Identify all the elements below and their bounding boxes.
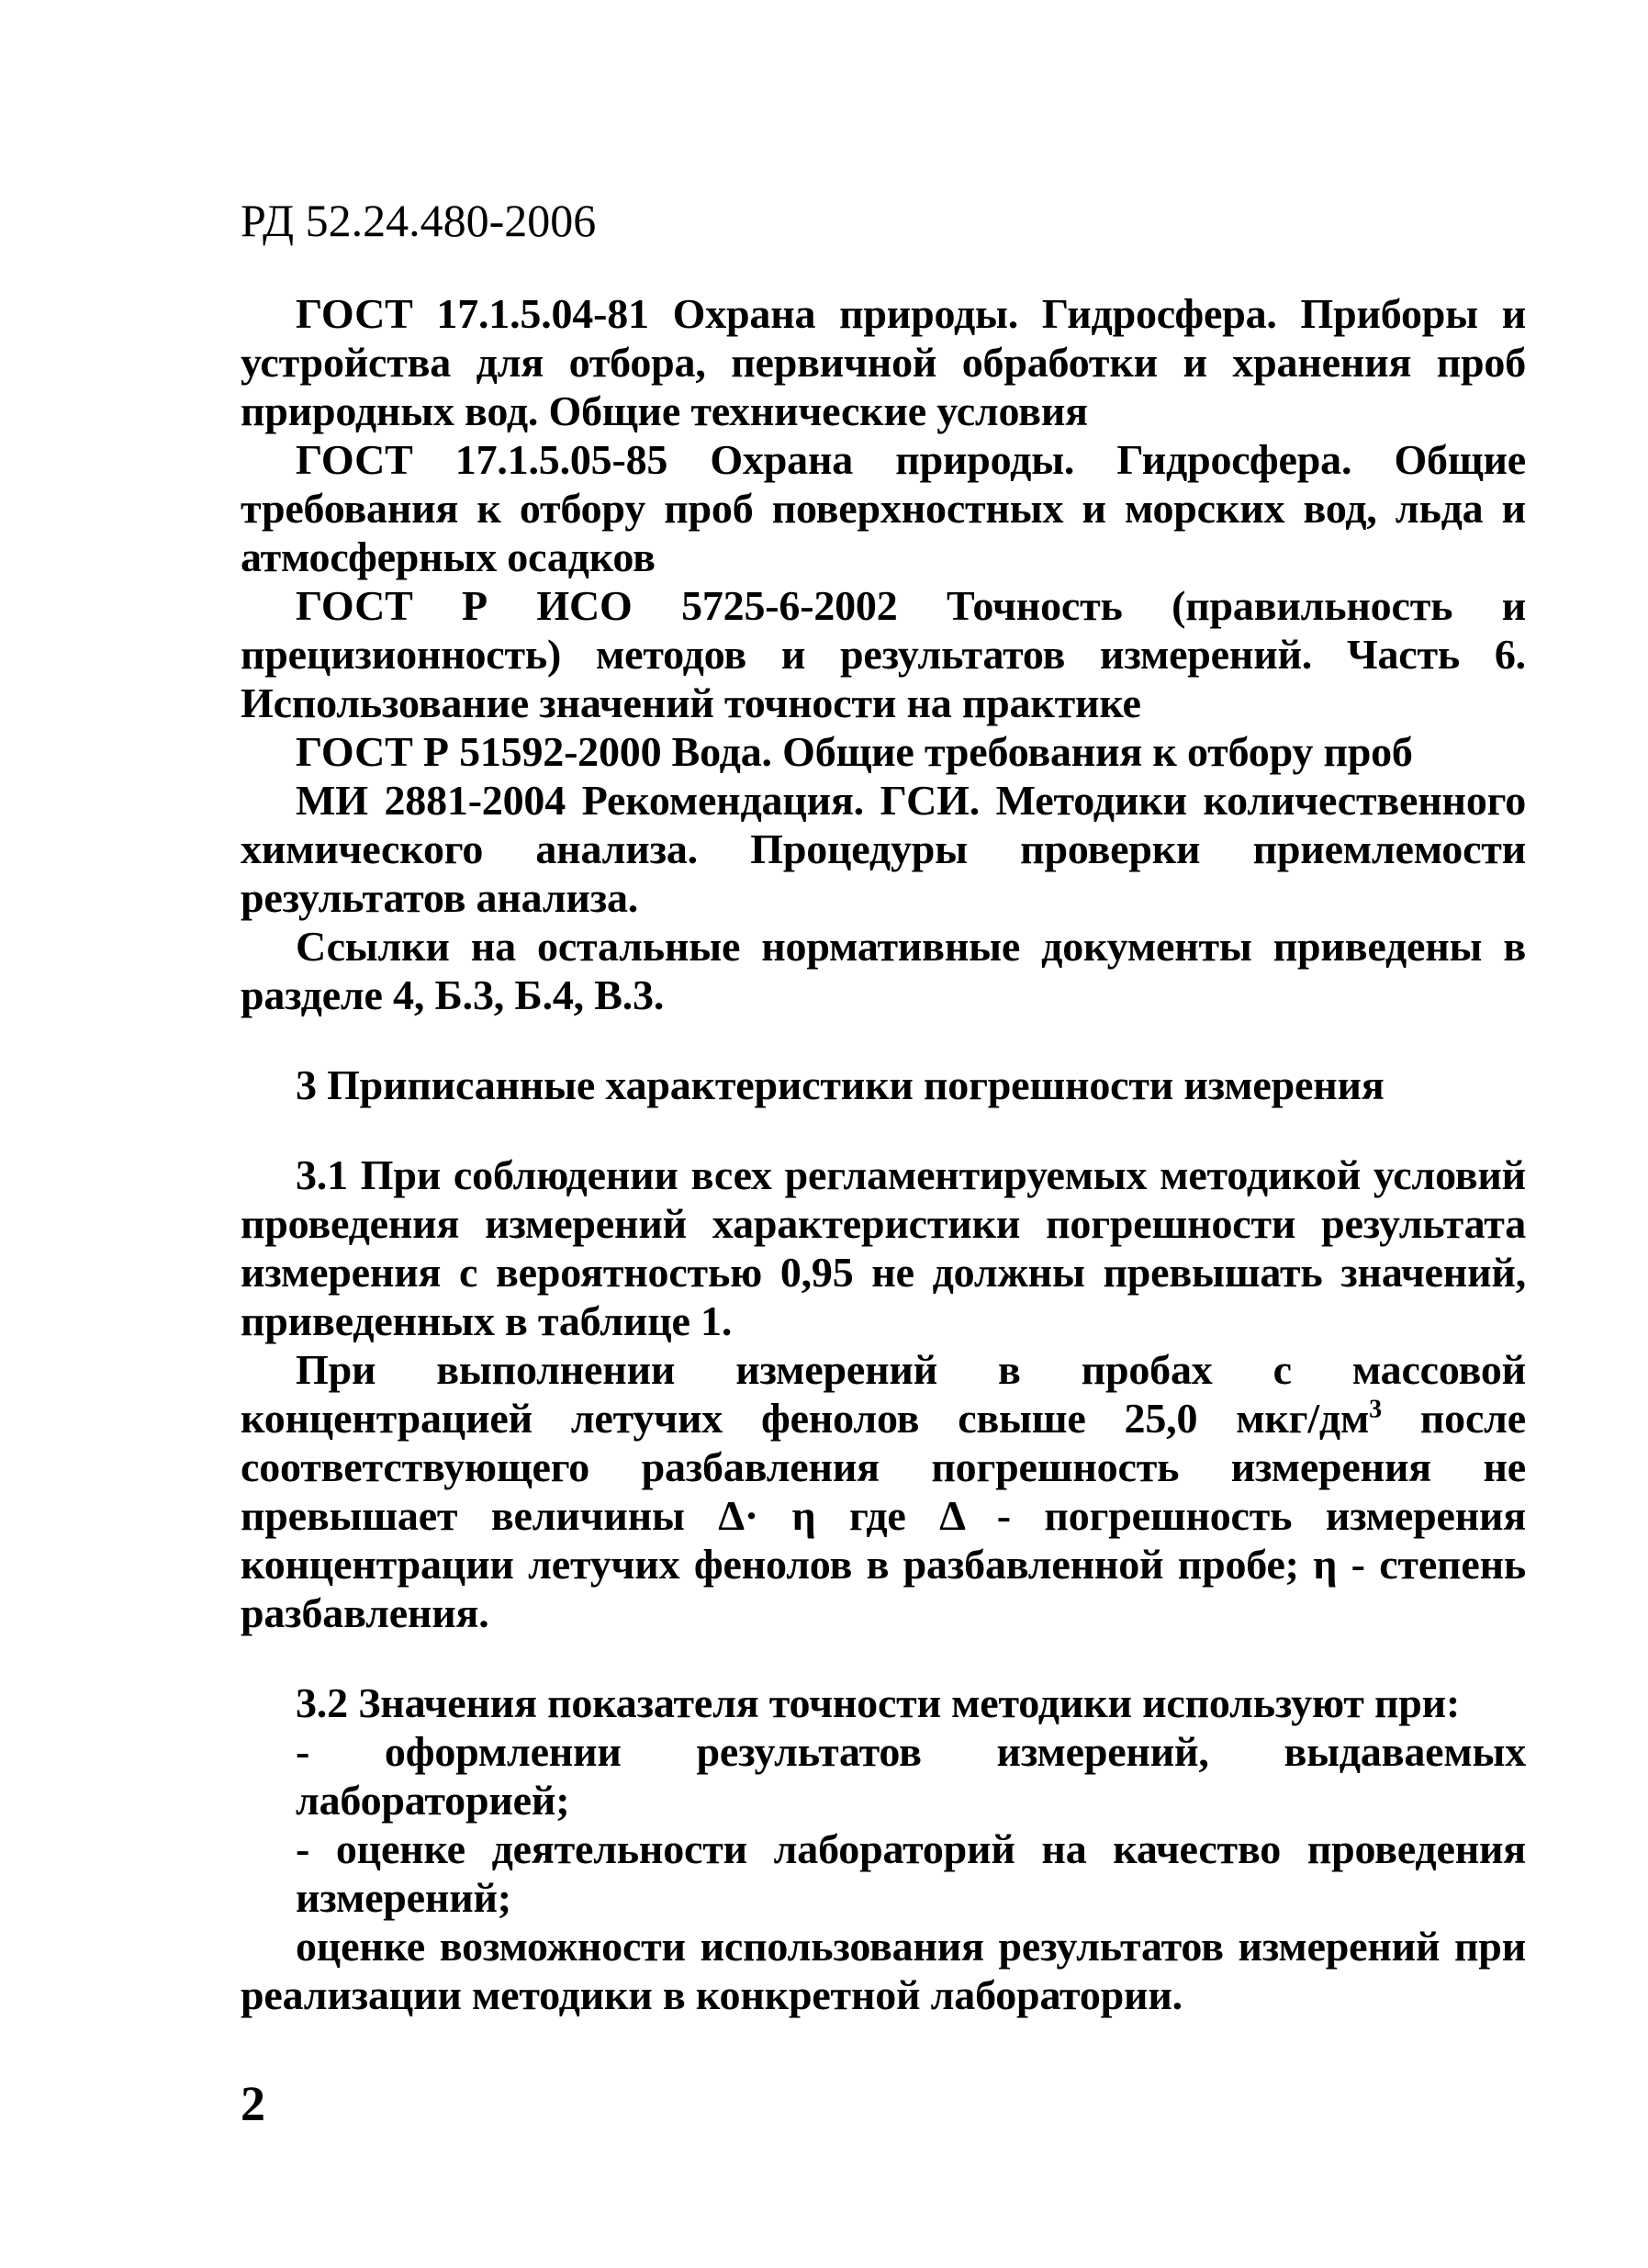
paragraph-3-1: 3.1 При соблюдении всех регламентируемых методикой условий проведения измерений характеристики погрешности результата измерения с вероятностью 0,95 не должны превышать значений, приведенных в таблице 1. [241,1151,1526,1344]
reference-gost-r-51592-2000: ГОСТ Р 51592-2000 Вода. Общие требования к отбору проб [296,728,1413,775]
paragraph-gap [241,1637,1526,1679]
bullet-item-1: - оформлении результатов измерений, выдаваемых лабораторией; [296,1728,1526,1824]
paragraph-3-2-continuation: оценке возможности использования результатов измерений при реализации методики в конкретной лаборатории. [241,1923,1526,2018]
document-body [241,289,1526,2019]
reference-gost-17-1-5-04-81: ГОСТ 17.1.5.04-81 Охрана природы. Гидросфера. Приборы и устройства для отбора, первичной обработки и хранения проб природных вод. Общие технические условия [241,290,1526,434]
section-3-heading: 3 Приписанные характеристики погрешности измерения [296,1061,1385,1108]
paragraph-3-2: 3.2 Значения показателя точности методики используют при: [296,1679,1461,1726]
document-code: РД 52.24.480-2006 [241,195,597,246]
bullet-item-2: - оценке деятельности лабораторий на качество проведения измерений; [296,1825,1526,1921]
superscript-three: 3 [1369,1395,1382,1424]
page-number: 2 [241,2076,265,2131]
paragraph-dilution [241,1345,1526,1637]
reference-mi-2881-2004: МИ 2881-2004 Рекомендация. ГСИ. Методики количественного химического анализа. Процедуры проверки приемлемости результатов анализа. [241,777,1526,921]
references-note: Ссылки на остальные нормативные документы приведены в разделе 4, Б.3, Б.4, В.3. [241,923,1526,1018]
reference-gost-r-iso-5725-6-2002: ГОСТ Р ИСО 5725-6-2002 Точность (правильность и прецизионность) методов и результатов измерений. Часть 6. Использование значений точности на практике [241,582,1526,726]
paragraph-dilution-text-1: При выполнении измерений в пробах с массовой концентрацией летучих фенолов свыше 25,0 мкг/дм [241,1346,1526,1442]
paragraph-dilution-text-2: после соответствующего разбавления погрешность измерения не превышает величины Δ· η где Δ - погрешность измерения концентрации летучих фенолов в разбавленной пробе; η - степень разбавления. [241,1395,1527,1636]
reference-gost-17-1-5-05-85: ГОСТ 17.1.5.05-85 Охрана природы. Гидросфера. Общие требования к отбору проб поверхностных и морских вод, льда и атмосферных осадков [241,436,1526,580]
